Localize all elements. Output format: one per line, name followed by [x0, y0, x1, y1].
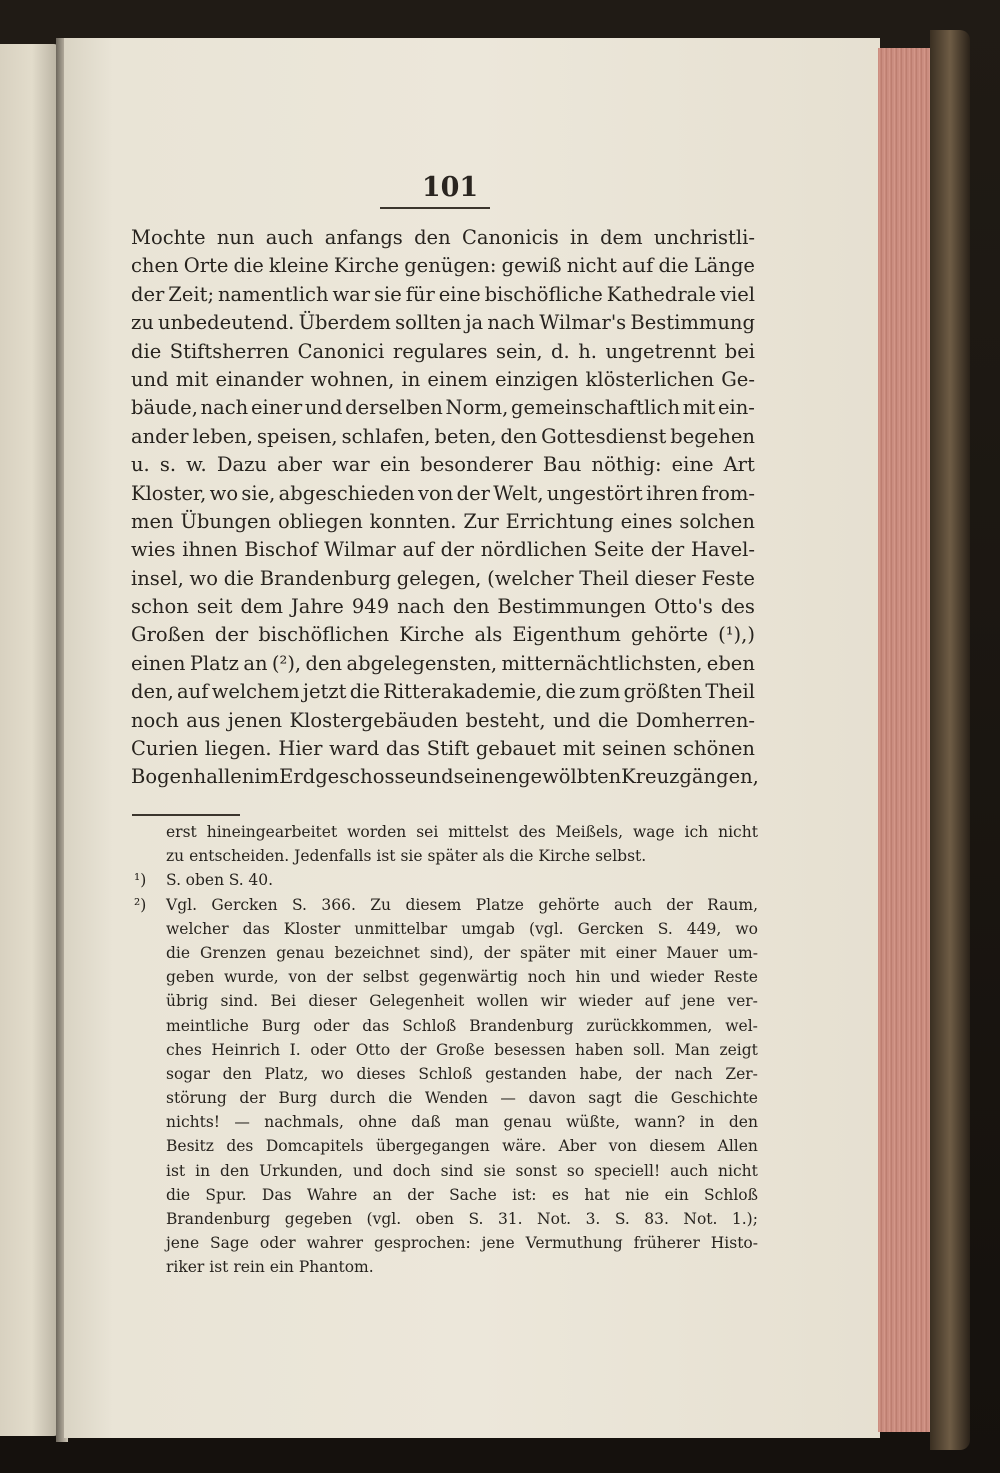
footnote-line: ¹) S. oben S. 40.: [134, 868, 758, 892]
body-line: Großen der bischöflichen Kirche als Eigenthum gehörte (¹),): [131, 623, 755, 647]
body-line: Bogenhallen im Erdgeschosse und seinen gewölbten Kreuzgängen,: [131, 765, 759, 789]
body-line: u. s. w. Dazu aber war ein besonderer Bau nöthig: eine Art: [131, 453, 755, 477]
footnote-line: störung der Burg durch die Wenden — davon sagt die Geschichte: [166, 1089, 758, 1108]
body-line: insel, wo die Brandenburg gelegen, (welcher Theil dieser Feste: [131, 566, 755, 590]
footnote-line: geben wurde, von der selbst gegenwärtig noch hin und wieder Reste: [166, 968, 758, 987]
book-cover-edge: [930, 30, 970, 1450]
body-line: wies ihnen Bischof Wilmar auf der nördlichen Seite der Havel-: [131, 538, 755, 562]
header-rule: [380, 207, 490, 209]
body-line: und mit einander wohnen, in einem einzigen klösterlichen Ge-: [131, 367, 755, 391]
body-text: [131, 224, 759, 792]
footnote-line: die Grenzen genau bezeichnet sind), der später mit einer Mauer um-: [166, 943, 758, 962]
footnote-marker: ¹): [134, 871, 147, 890]
footnotes: [134, 820, 758, 1280]
body-line: den, auf welchem jetzt die Ritterakademie, die zum größten Theil: [131, 680, 755, 704]
footnote-line: zu entscheiden. Jedenfalls ist sie später als die Kirche selbst.: [166, 847, 647, 866]
body-line: zu unbedeutend. Überdem sollten ja nach Wilmar's Bestimmung: [131, 311, 755, 335]
footnote-line: Besitz des Domcapitels übergegangen wäre. Aber von diesem Allen: [166, 1137, 758, 1156]
body-line: der Zeit; namentlich war sie für eine bischöfliche Kathedrale viel: [131, 282, 755, 306]
footnote-line: riker ist rein ein Phantom.: [166, 1258, 374, 1277]
footnote-line: sogar den Platz, wo dieses Schloß gestanden habe, der nach Zer-: [166, 1064, 758, 1083]
footnote-line: die Spur. Das Wahre an der Sache ist: es hat nie ein Schloß: [166, 1185, 758, 1204]
footnote-line: ist in den Urkunden, und doch sind sie sonst so speciell! auch nicht: [166, 1161, 758, 1180]
body-line: Curien liegen. Hier ward das Stift gebauet mit seinen schönen: [131, 737, 755, 761]
page-number: 101: [421, 172, 479, 203]
body-line: chen Orte die kleine Kirche genügen: gewiß nicht auf die Länge: [131, 254, 755, 278]
footnote-rule: [132, 814, 240, 816]
footnote-line: welcher das Kloster unmittelbar umgab (vgl. Gercken S. 449, wo: [166, 919, 758, 938]
footnote-line: erst hineingearbeitet worden sei mittelst des Meißels, wage ich nicht: [166, 823, 758, 841]
footnote-line: jene Sage oder wahrer gesprochen: jene Vermuthung früherer Histo-: [166, 1234, 758, 1253]
body-line: die Stiftsherren Canonici regulares sein, d. h. ungetrennt bei: [131, 339, 755, 363]
body-line: ander leben, speisen, schlafen, beten, den Gottesdienst begehen: [131, 424, 755, 448]
body-line: einen Platz an (²), den abgelegensten, mitternächtlichsten, eben: [131, 651, 755, 675]
footnote-line: nichts! — nachmals, ohne daß man genau wüßte, wann? in den: [166, 1113, 758, 1132]
body-line: schon seit dem Jahre 949 nach den Bestimmungen Otto's des: [131, 595, 755, 619]
footnote-line: Brandenburg gegeben (vgl. oben S. 31. Not. 3. S. 83. Not. 1.);: [166, 1210, 758, 1228]
body-line: noch aus jenen Klostergebäuden besteht, und die Domherren-: [131, 708, 755, 732]
footnote-line: ches Heinrich I. oder Otto der Große besessen haben soll. Man zeigt: [166, 1040, 758, 1059]
body-line: Mochte nun auch anfangs den Canonicis in dem unchristli-: [131, 226, 755, 249]
body-line: bäude, nach einer und derselben Norm, gemeinschaftlich mit ein-: [131, 396, 755, 420]
footnote-line: ²) Vgl. Gercken S. 366. Zu diesem Platze gehörte auch der Raum,: [134, 893, 758, 917]
body-line: men Übungen obliegen konnten. Zur Errichtung eines solchen: [131, 509, 755, 533]
footnote-marker: ²): [134, 895, 147, 914]
footnote-line: meintliche Burg oder das Schloß Brandenburg zurückkommen, wel-: [166, 1016, 758, 1035]
footnote-line: übrig sind. Bei dieser Gelegenheit wollen wir wieder auf jene ver-: [166, 992, 758, 1011]
body-line: Kloster, wo sie, abgeschieden von der Welt, ungestört ihren from-: [131, 481, 755, 505]
facing-page-edge: [0, 44, 58, 1436]
